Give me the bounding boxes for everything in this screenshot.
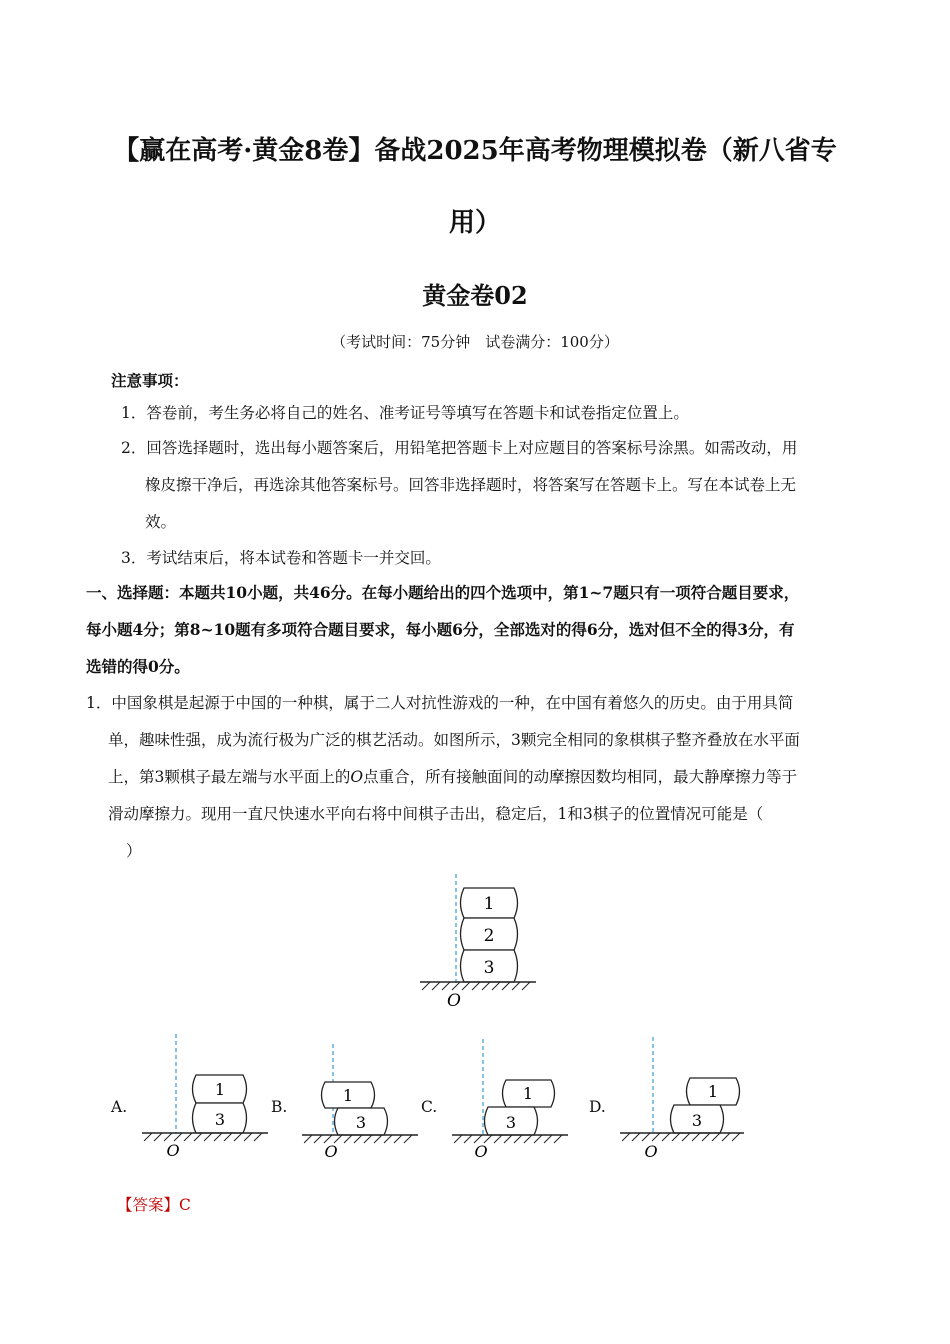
notes-item-2-cont: 橡皮擦干净后，再选涂其他答案标号。回答非选择题时，将答案写在答题卡上。写在本试卷上无 xyxy=(145,476,797,494)
option-a-piece-3 xyxy=(193,1103,247,1133)
option-b-piece-3 xyxy=(335,1108,388,1135)
option-b-piece-1-label: 1 xyxy=(342,1086,354,1105)
option-a-origin: O xyxy=(166,1141,180,1160)
piece-2 xyxy=(461,918,518,950)
section-heading-line-2: 每小题4分；第8~10题有多项符合题目要求，每小题6分，全部选对的得6分，选对但不全的得3分，有 xyxy=(86,620,795,639)
piece-1 xyxy=(461,888,518,918)
option-a-figure[interactable] xyxy=(138,1030,273,1160)
title-line-2: 用） xyxy=(448,208,501,238)
exam-info: （考试时间：75分钟 试卷满分：100分） xyxy=(331,333,619,351)
question-1-line-3-b: 点重合，所有接触面间的动摩擦因数均相同，最大静摩擦力等于 xyxy=(363,768,798,786)
notes-heading: 注意事项： xyxy=(111,371,189,390)
option-d-piece-1 xyxy=(687,1078,740,1105)
question-1-line-5: ） xyxy=(126,842,142,860)
answer-label: 【答案】 xyxy=(117,1196,180,1214)
question-1-line-3-a: 上，第3颗棋子最左端与水平面上的 xyxy=(108,768,351,786)
option-a-piece-3-label: 3 xyxy=(214,1110,226,1129)
option-b-label[interactable]: B. xyxy=(271,1098,288,1116)
option-c-label[interactable]: C. xyxy=(421,1098,438,1116)
option-a-piece-1-label: 1 xyxy=(214,1080,226,1099)
piece-3-label: 3 xyxy=(483,958,495,978)
option-c-piece-3 xyxy=(485,1107,538,1135)
option-c-figure[interactable] xyxy=(448,1035,573,1160)
question-1-line-1: 1．中国象棋是起源于中国的一种棋，属于二人对抗性游戏的一种，在中国有着悠久的历史。由于用具简 xyxy=(86,694,794,712)
question-1-line-2: 单，趣味性强，成为流行极为广泛的棋艺活动。如图所示，3颗完全相同的象棋棋子整齐叠放在水平面 xyxy=(108,731,800,749)
stack-figure xyxy=(410,872,540,1012)
piece-2-label: 2 xyxy=(483,926,495,946)
option-b-piece-1 xyxy=(322,1082,375,1108)
section-heading-line-3: 选错的得0分。 xyxy=(86,657,190,676)
question-1-line-4: 滑动摩擦力。现用一直尺快速水平向右将中间棋子击出，稳定后，1和3棋子的位置情况可能是（ xyxy=(108,805,764,823)
origin-label: O xyxy=(447,991,461,1011)
option-c-piece-3-label: 3 xyxy=(505,1113,517,1132)
option-b-figure[interactable] xyxy=(298,1040,423,1160)
option-c-origin: O xyxy=(474,1142,488,1160)
option-a-label[interactable]: A. xyxy=(111,1098,128,1116)
point-o-label: O xyxy=(350,768,364,786)
option-d-label[interactable]: D. xyxy=(589,1098,606,1116)
notes-item-1: 1．答卷前，考生务必将自己的姓名、准考证号等填写在答题卡和试卷指定位置上。 xyxy=(121,404,689,422)
option-a-piece-1 xyxy=(193,1075,247,1103)
subtitle: 黄金卷02 xyxy=(422,281,528,310)
option-d-piece-3-label: 3 xyxy=(691,1111,703,1130)
notes-item-3: 3．考试结束后，将本试卷和答题卡一并交回。 xyxy=(121,549,441,567)
notes-item-2-end: 效。 xyxy=(145,513,177,531)
notes-item-2: 2．回答选择题时，选出每小题答案后，用铅笔把答题卡上对应题目的答案标号涂黑。如需改动，用 xyxy=(121,439,798,457)
answer-value: C xyxy=(179,1196,191,1214)
option-d-figure[interactable] xyxy=(616,1033,751,1160)
option-d-piece-1-label: 1 xyxy=(707,1082,719,1101)
option-c-piece-1-label: 1 xyxy=(522,1084,534,1103)
answer-line xyxy=(117,1193,191,1215)
option-b-origin: O xyxy=(324,1142,338,1160)
question-1-line-3 xyxy=(108,766,797,788)
option-c-piece-1 xyxy=(503,1080,555,1107)
ground-hatching xyxy=(422,982,530,990)
option-b-piece-3-label: 3 xyxy=(355,1113,367,1132)
piece-1-label: 1 xyxy=(483,894,495,914)
option-d-piece-3 xyxy=(671,1105,724,1133)
option-d-origin: O xyxy=(644,1142,658,1160)
section-heading-line-1: 一、选择题：本题共10小题，共46分。在每小题给出的四个选项中，第1~7题只有一项符合题目要求， xyxy=(86,583,800,602)
piece-3 xyxy=(461,950,518,982)
title-line-1: 【赢在高考·黄金8卷】备战2025年高考物理模拟卷（新八省专 xyxy=(113,136,837,166)
